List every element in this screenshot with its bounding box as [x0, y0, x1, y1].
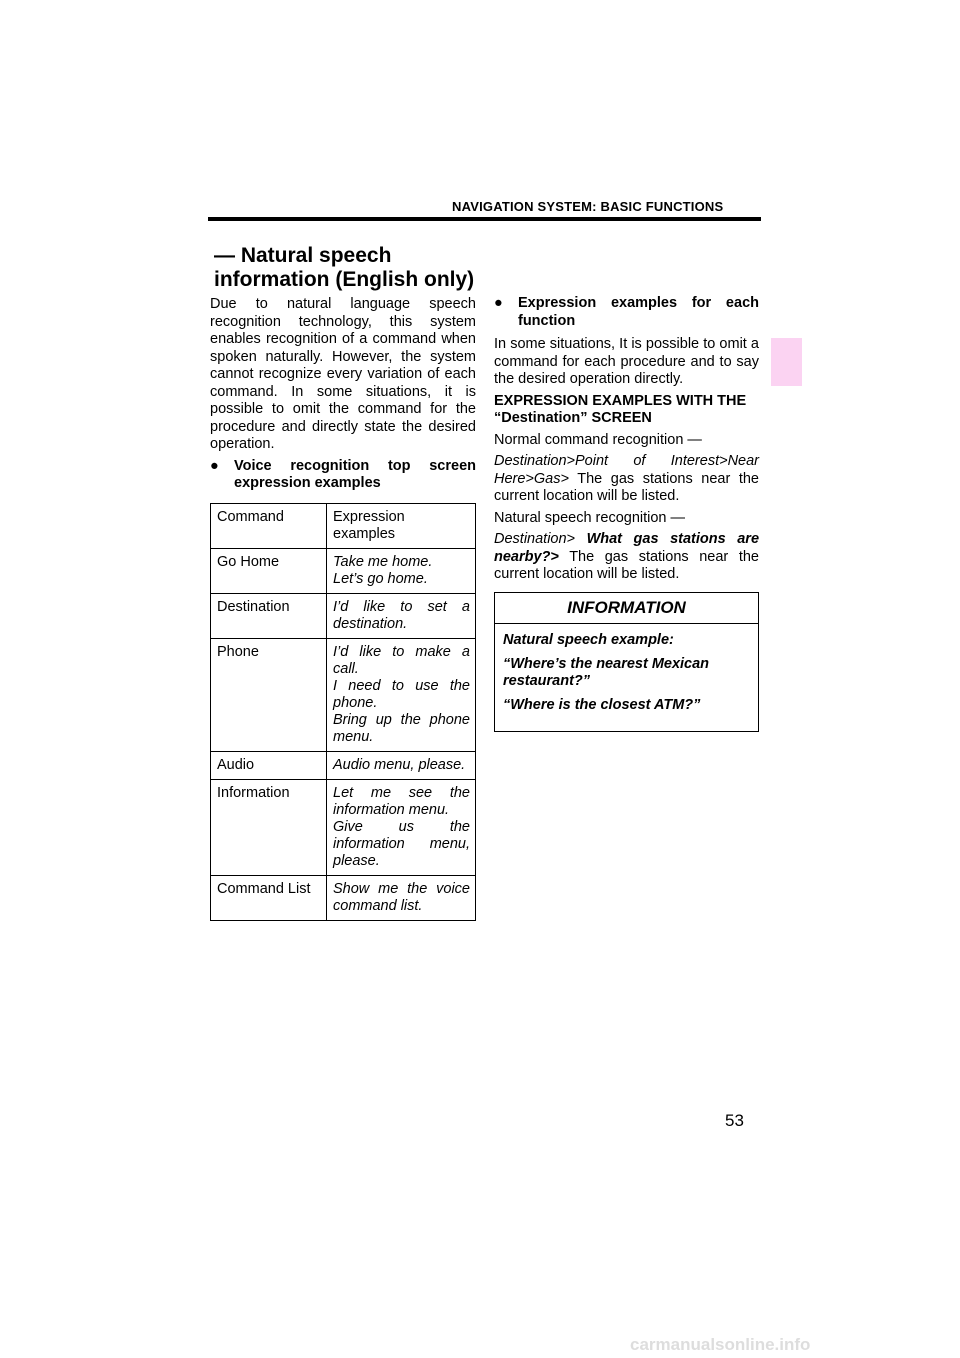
natural-speech-label: Natural speech recognition —: [494, 509, 686, 526]
information-example-label: Natural speech example:: [503, 632, 674, 648]
expression-example: I need to use the phone.: [333, 677, 470, 711]
examples-cell: [327, 638, 476, 751]
table-row: [211, 548, 476, 593]
header-rule: [208, 217, 761, 221]
command-cell: Command List: [211, 875, 327, 920]
table-row: [211, 638, 476, 751]
expression-example: Show me the voice command list.: [333, 880, 470, 914]
command-cell: Information: [211, 779, 327, 875]
information-heading: INFORMATION: [495, 593, 758, 625]
section-title: [214, 244, 484, 292]
table-row: [211, 593, 476, 638]
normal-command-result: The gas stations near the current location will be listed.: [494, 470, 759, 504]
information-body: [495, 624, 758, 731]
examples-cell: [327, 751, 476, 779]
running-header: NAVIGATION SYSTEM: BASIC FUNCTIONS: [452, 199, 724, 214]
expression-example: Give us the information menu, please.: [333, 818, 470, 869]
bullet-icon: ●: [494, 295, 503, 311]
page-number: 53: [725, 1111, 744, 1130]
intro-paragraph: Due to natural language speech recognition technology, this system enables recognition of a command when spoken naturally. However, the system cannot recognize every variation of each command. In some situations, it is possible to omit the command for the procedure and directly state the desired operation.: [210, 296, 476, 452]
natural-speech-prefix: Destination>: [494, 531, 576, 547]
voice-recognition-bullet: [210, 458, 476, 493]
examples-cell: [327, 548, 476, 593]
normal-command-example: [494, 453, 759, 506]
table-row: [211, 779, 476, 875]
bullet-title: Voice recognition top screen expression examples: [234, 457, 476, 491]
command-cell: Phone: [211, 638, 327, 751]
expression-example: Let’s go home.: [333, 570, 428, 587]
natural-speech-example: [494, 531, 759, 584]
normal-command-label: Normal command recognition —: [494, 431, 702, 448]
omit-command-paragraph: In some situations, It is possible to omit a command for each procedure and to say the desired operation directly.: [494, 336, 759, 387]
chapter-side-tab: [771, 338, 802, 386]
examples-cell: [327, 875, 476, 920]
expression-example: Take me home.: [333, 553, 433, 570]
section-title-line1: — Natural speech: [214, 244, 392, 267]
information-box: [494, 592, 759, 733]
information-example-1: “Where’s the nearest Mexican restaurant?”: [503, 656, 710, 689]
natural-speech-result: The gas stations near the current location will be listed.: [494, 548, 759, 582]
natural-speech-phrase: What gas stations are nearby?>: [494, 531, 760, 565]
normal-command-path: Destination>Point of Interest>Near Here>Gas>: [494, 453, 759, 487]
table-row: [211, 875, 476, 920]
expression-example: I’d like to set a destination.: [333, 598, 470, 632]
examples-cell: [327, 593, 476, 638]
column-header-examples: Expression examples: [327, 503, 476, 548]
right-column: [494, 295, 759, 732]
information-example-2: “Where is the closest ATM?”: [503, 697, 701, 713]
table-header-row: [211, 503, 476, 548]
expression-example: Audio menu, please.: [333, 756, 466, 773]
expression-example: Bring up the phone menu.: [333, 711, 470, 745]
examples-cell: [327, 779, 476, 875]
function-examples-bullet: [494, 295, 759, 330]
command-cell: Destination: [211, 593, 327, 638]
column-header-command: Command: [211, 503, 327, 548]
bullet-icon: ●: [210, 457, 219, 474]
expression-example: Let me see the information menu.: [333, 784, 470, 818]
table-row: [211, 751, 476, 779]
expression-table: [210, 503, 476, 921]
watermark-logo: [630, 1335, 960, 1355]
expression-example: I’d like to make a call.: [333, 643, 470, 677]
section-title-line2: information (English only): [214, 268, 475, 291]
svg-text:carmanualsonline.info: carmanualsonline.info: [630, 1335, 811, 1354]
command-cell: Audio: [211, 751, 327, 779]
command-cell: Go Home: [211, 548, 327, 593]
bullet-title: Expression examples for each function: [518, 295, 759, 329]
left-column: [210, 296, 476, 921]
caps-heading: EXPRESSION EXAMPLES WITH THE “Destination” SCREEN: [494, 392, 747, 426]
